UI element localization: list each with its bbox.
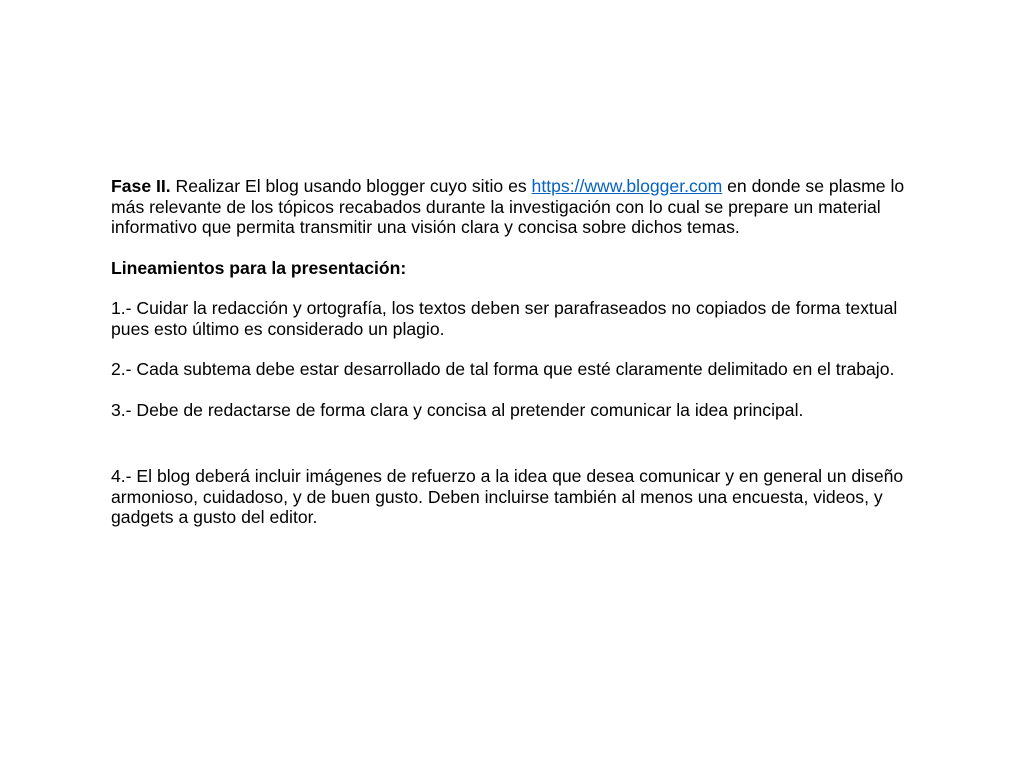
blogger-link[interactable]: https://www.blogger.com bbox=[531, 176, 723, 196]
guidelines-heading: Lineamientos para la presentación: bbox=[111, 257, 407, 278]
guideline-item-2: 2.- Cada subtema debe estar desarrollado de tal forma que esté claramente delimitado en el trabajo. bbox=[111, 359, 895, 379]
guideline-item-3: 3.- Debe de redactarse de forma clara y concisa al pretender comunicar la idea principal. bbox=[111, 399, 804, 420]
guideline-item-1: 1.- Cuidar la redacción y ortografía, los textos deben ser parafraseados no copiados de forma textual pues esto último es considerado un plagio. bbox=[111, 298, 898, 339]
phase-text-before-link: Realizar El blog usando blogger cuyo sitio es bbox=[170, 176, 532, 196]
phase-label: Fase II. bbox=[111, 176, 171, 196]
phase-paragraph bbox=[111, 176, 921, 238]
slide-content bbox=[111, 176, 921, 548]
phase-text-after-link: en donde se plasme lo más relevante de los tópicos recabados durante la investigación con lo cual se prepare un material informativo que permita transmitir una visión clara y concisa sobre dichos temas. bbox=[111, 176, 905, 237]
guideline-item-4: 4.- El blog deberá incluir imágenes de refuerzo a la idea que desea comunicar y en general un diseño armonioso, cuidadoso, y de buen gusto. Deben incluirse también al menos una encuesta, videos, y gadgets a gusto del editor. bbox=[111, 466, 904, 527]
